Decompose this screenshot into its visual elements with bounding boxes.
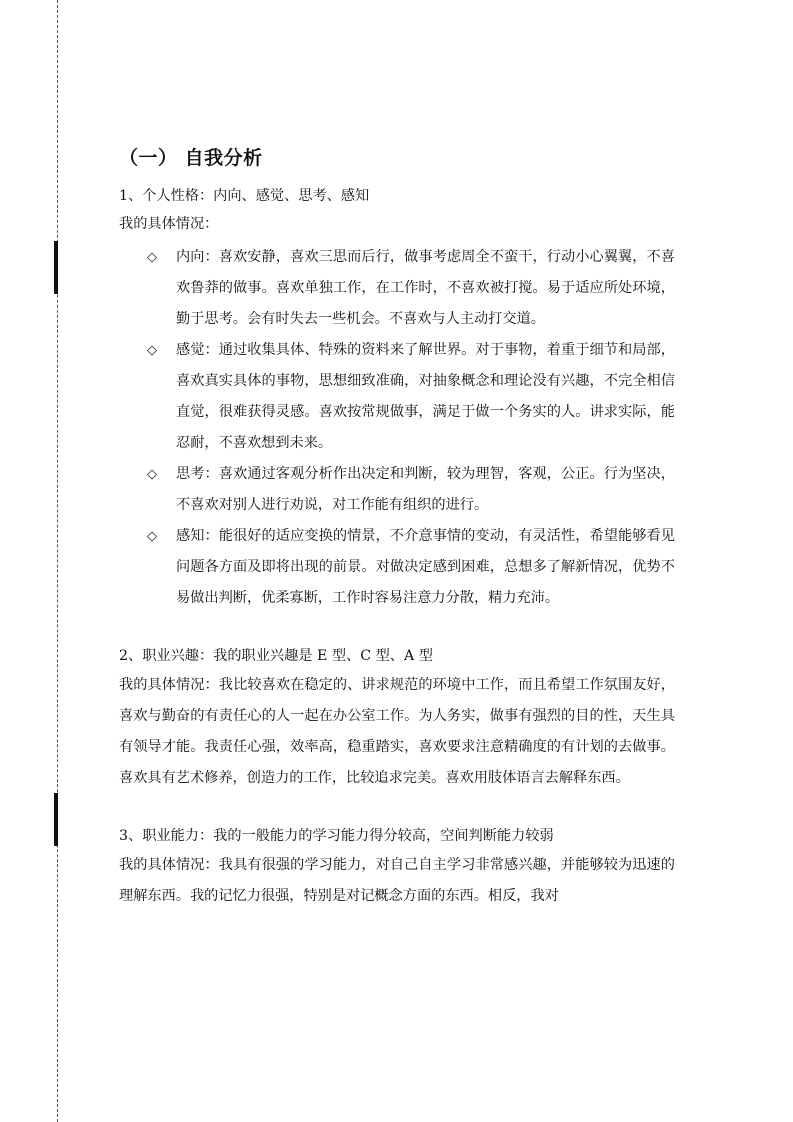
trait-text: 思考：喜欢通过客观分析作出决定和判断，较为理智，客观，公正。行为坚决，不喜欢对别人进行劝说，对工作能有组织的进行。 [176,466,675,513]
list-item [119,335,675,459]
binding-mark-bottom [54,793,58,846]
trait-text: 感知：能很好的适应变换的情景，不介意事情的变动，有灵活性，希望能够看见问题各方面及即将出现的前景。对做决定感到困难，总想多了解新情况，优势不易做出判断，优柔寡断，工作时容易注意力分散，精力充沛。 [176,528,675,606]
trait-text: 感觉：通过收集具体、特殊的资料来了解世界。对于事物，着重于细节和局部，喜欢真实具体的事物，思想细致准确，对抽象概念和理论没有兴趣，不完全相信直觉，很难获得灵感。喜欢按常规做事，满足于做一个务实的人。讲求实际，能忍耐，不喜欢想到未来。 [176,342,675,451]
list-item [119,521,675,614]
document-body [119,140,675,912]
binding-dashed-line [57,0,58,1122]
trait-text: 内向：喜欢安静，喜欢三思而后行，做事考虑周全不蛮干，行动小心翼翼，不喜欢鲁莽的做事。喜欢单独工作，在工作时，不喜欢被打搅。易于适应所处环境，勤于思考。会有时失去一些机会。不喜欢与人主动打交道。 [176,249,675,327]
diamond-bullet-icon: ◇ [147,529,157,544]
section-title: 1、个人性格：内向、感觉、思考、感知 [119,188,370,204]
section-intro: 我的具体情况： [119,216,219,232]
diamond-bullet-icon: ◇ [147,467,157,482]
diamond-bullet-icon: ◇ [147,343,157,358]
spacer [119,614,675,642]
trait-list [119,242,675,614]
page-heading: （一） 自我分析 [119,147,263,169]
section-body: 我的具体情况：我比较喜欢在稳定的、讲求规范的环境中工作，而且希望工作氛围友好，喜欢与勤奋的有责任心的人一起在办公室工作。为人务实，做事有强烈的目的性，天生具有领导才能。我责任心强，效率高，稳重踏实，喜欢要求注意精确度的有计划的去做事。喜欢具有艺术修养，创造力的工作，比较追求完美。喜欢用肢体语言去解释东西。 [119,677,675,786]
list-item [119,242,675,335]
list-item [119,459,675,521]
section-title: 2、职业兴趣：我的职业兴趣是 E 型、C 型、A 型 [119,648,433,664]
section-title: 3、职业能力：我的一般能力的学习能力得分较高，空间判断能力较弱 [119,828,554,844]
section-personality [119,182,675,614]
section-interest [119,642,675,794]
section-ability [119,822,675,912]
spacer [119,794,675,822]
binding-mark-top [54,241,58,294]
section-body: 我的具体情况：我具有很强的学习能力，对自己自主学习非常感兴趣，并能够较为迅速的理解东西。我的记忆力很强，特别是对记概念方面的东西。相反，我对 [119,857,675,904]
diamond-bullet-icon: ◇ [147,250,157,265]
